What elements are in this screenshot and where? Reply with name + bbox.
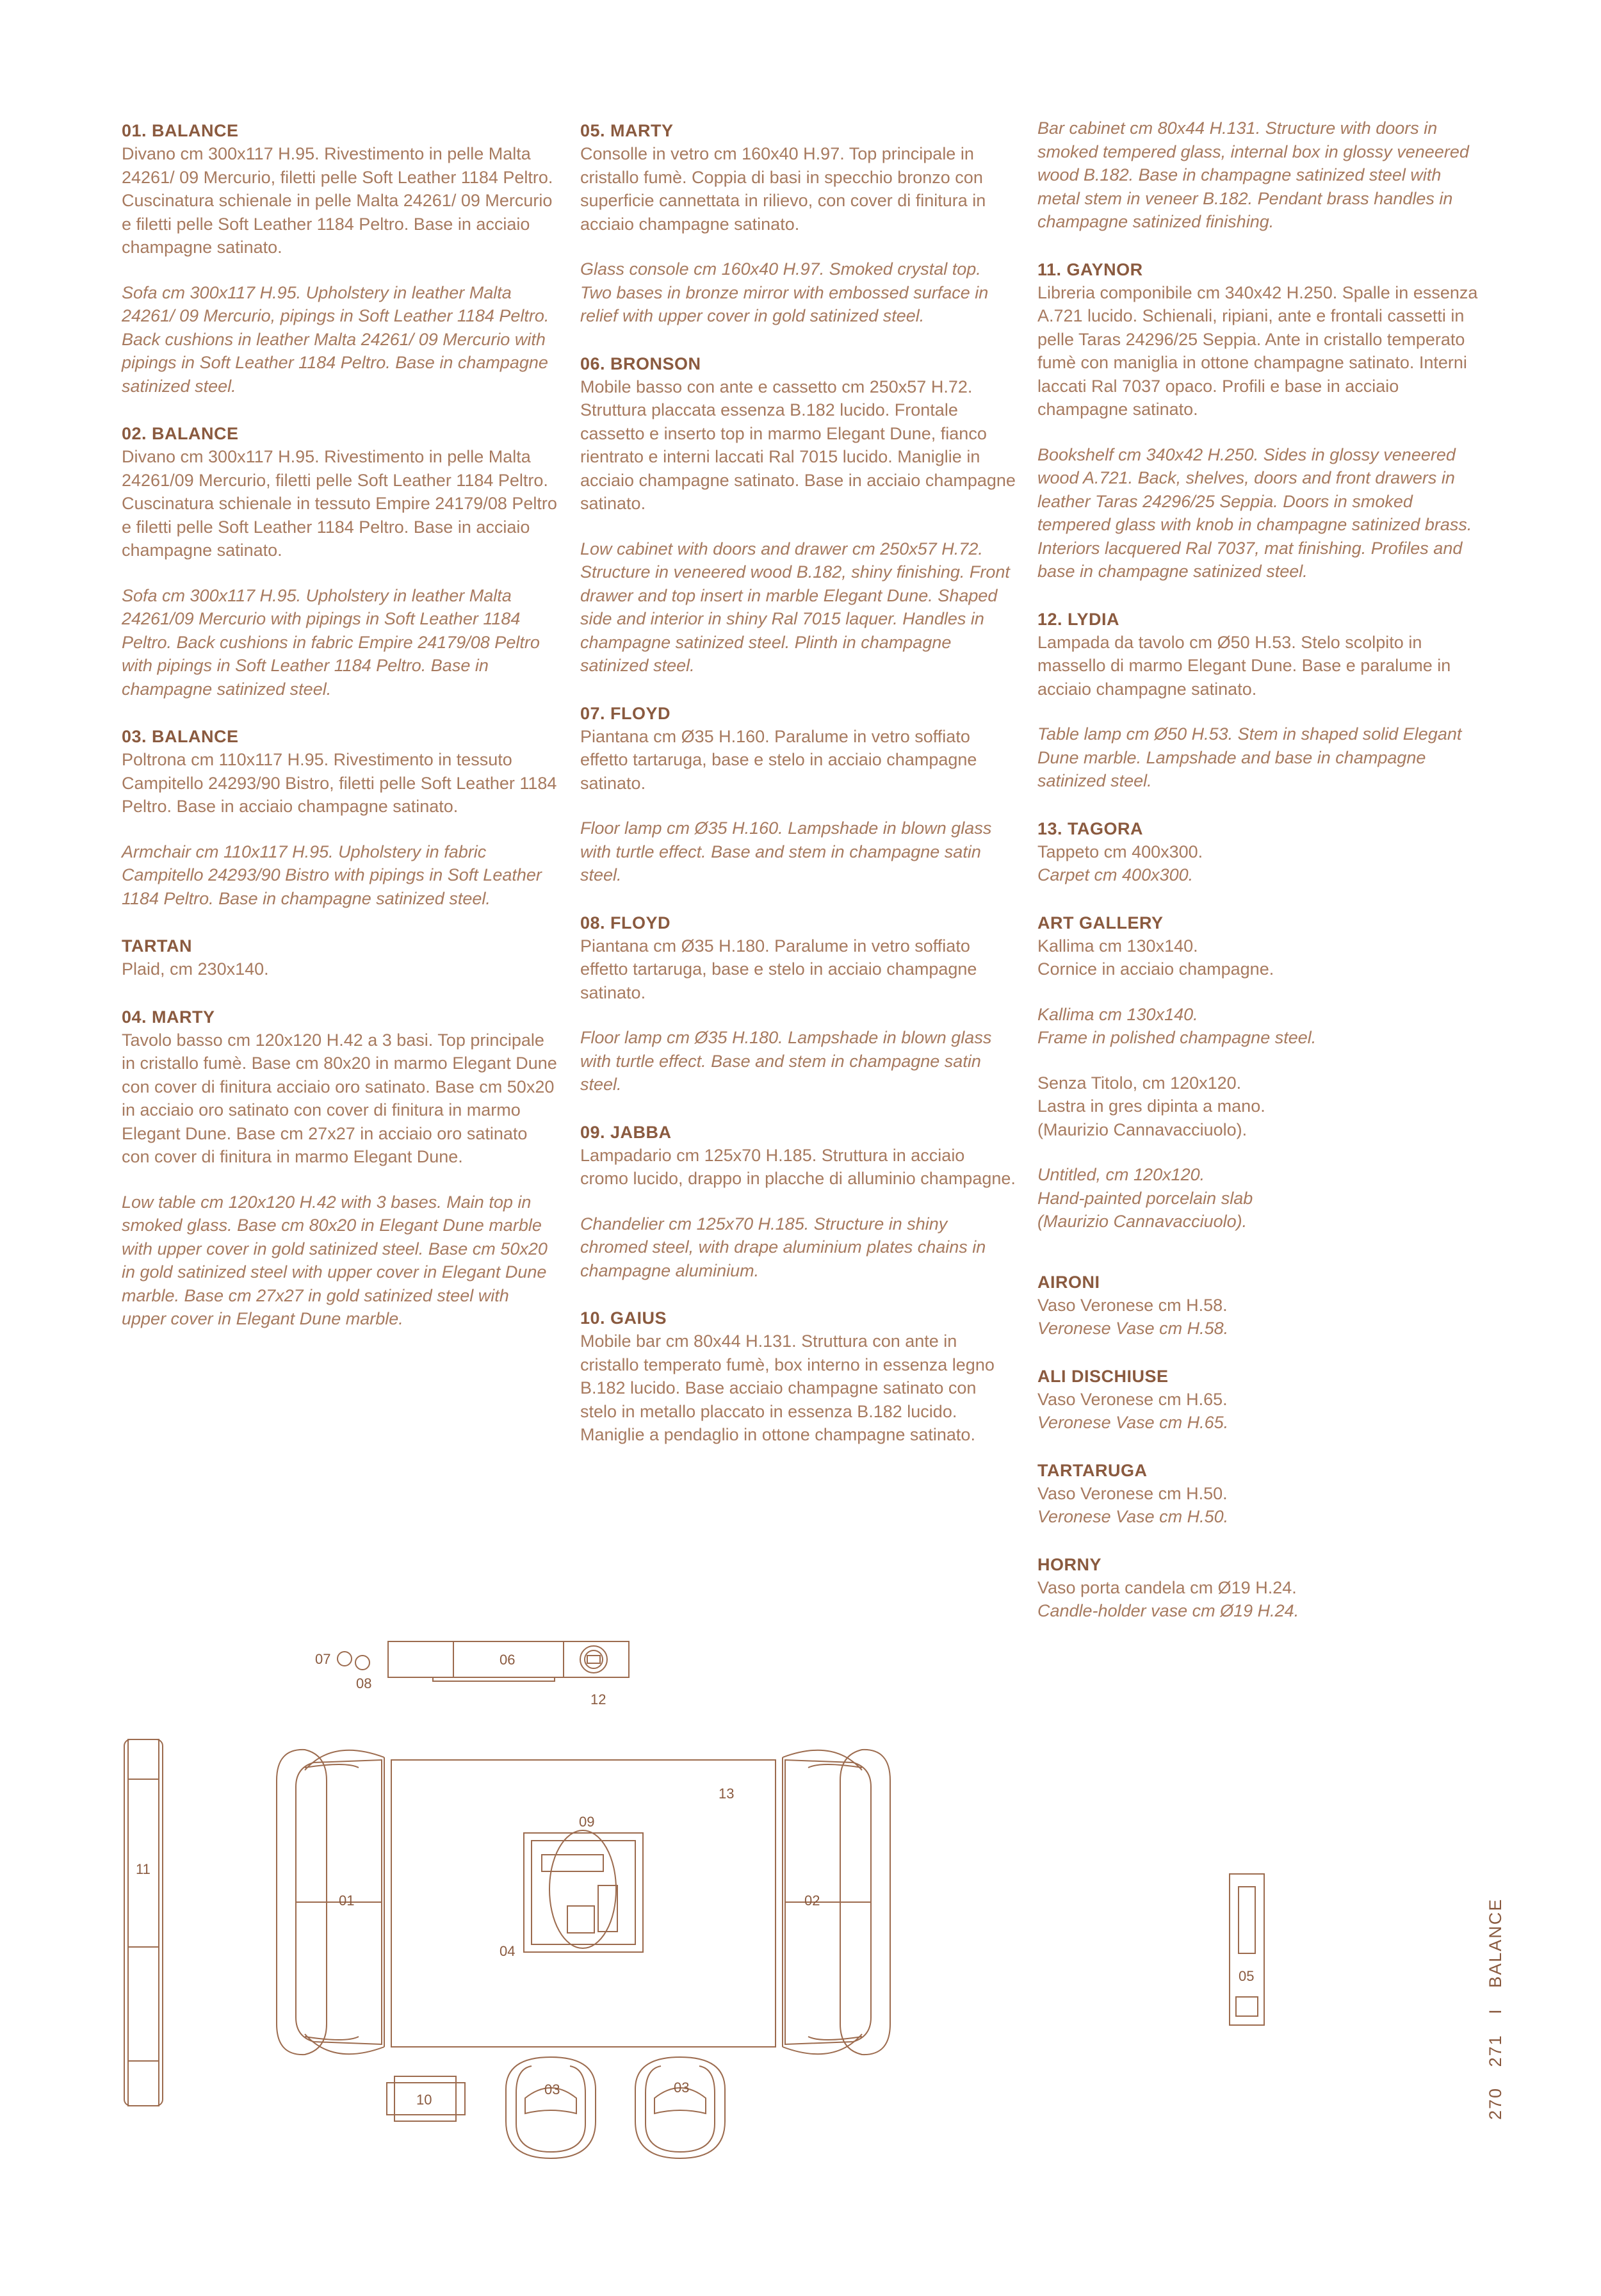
description-italian: Divano cm 300x117 H.95. Rivestimento in pelle Malta 24261/09 Mercurio, filetti pelle Soft Leather 1184 Peltro. Cuscinatura schienale in tessuto Empire 24179/08 Peltro e filetti pelle Soft Leather 1184 Peltro. Base in acciaio champagne satinato. bbox=[122, 447, 557, 560]
description-italian: Consolle in vetro cm 160x40 H.97. Top principale in cristallo fumè. Coppia di basi in specchio bronzo con superficie cannettata in rilievo, con cover di finitura in acciaio champagne satinato. bbox=[580, 144, 986, 234]
table-lamp-12-shape bbox=[580, 1646, 607, 1673]
description-italian: Vaso Veronese cm H.65. bbox=[1037, 1389, 1228, 1409]
description-italian: Vaso Veronese cm H.58. bbox=[1037, 1295, 1228, 1315]
description-italian: Senza Titolo, cm 120x120. Lastra in gres dipinta a mano. (Maurizio Cannavacciuolo). bbox=[1037, 1073, 1265, 1139]
description-italian: Plaid, cm 230x140. bbox=[122, 959, 269, 979]
console-05-shape bbox=[1230, 1874, 1264, 2025]
product-entry bbox=[1037, 1459, 1479, 1529]
product-entry bbox=[122, 725, 557, 910]
product-title: 05. MARTY bbox=[580, 121, 674, 140]
description-italian: Mobile bar cm 80x44 H.131. Struttura con ante in cristallo temperato fumè, box interno in essenza legno B.182 lucido. Base acciaio champagne satinato con stelo in metallo placcato in essenza B.182 lucido. Maniglie a pendaglio in ottone champagne satinato. bbox=[580, 1331, 995, 1444]
description-english: Carpet cm 400x300. bbox=[1037, 865, 1194, 884]
armchair-03b-shape bbox=[635, 2057, 725, 2158]
column-1 bbox=[122, 119, 557, 1355]
plan-label-03b: 03 bbox=[674, 2080, 690, 2096]
description-english: Low cabinet with doors and drawer cm 250x57 H.72. Structure in veneered wood B.182, shiny finishing. Front drawer and top insert in marble Elegant Dune. Shaped side and interior in shiny Ral 7015 laquer. Handles in champagne satinized steel. Plinth in champagne satinized steel. bbox=[580, 539, 1010, 675]
column-3 bbox=[1037, 117, 1479, 1647]
description-english: Table lamp cm Ø50 H.53. Stem in shaped solid Elegant Dune marble. Lampshade and base in champagne satinized steel. bbox=[1037, 724, 1462, 790]
product-title: 06. BRONSON bbox=[580, 354, 701, 373]
product-title: ART GALLERY bbox=[1037, 913, 1164, 932]
product-entry bbox=[580, 911, 1016, 1096]
description-english: Floor lamp cm Ø35 H.160. Lampshade in blown glass with turtle effect. Base and stem in champagne satin steel. bbox=[580, 818, 992, 884]
plan-label-06: 06 bbox=[500, 1652, 516, 1668]
description-english: Bookshelf cm 340x42 H.250. Sides in glossy veneered wood A.721. Back, shelves, doors and front drawers in leather Taras 24296/25 Seppia. Doors in smoked tempered glass with knob in champagne satinized brass. Interiors lacquered Ral 7037, mat finishing. Profiles and base in champagne satinized steel. bbox=[1037, 444, 1472, 581]
description-english: Armchair cm 110x117 H.95. Upholstery in fabric Campitello 24293/90 Bistro with pipings in Soft Leather 1184 Peltro. Base in champagne satinized steel. bbox=[122, 842, 542, 908]
plan-label-07: 07 bbox=[315, 1651, 331, 1667]
product-title: 01. BALANCE bbox=[122, 121, 239, 140]
page-footer-vertical bbox=[1486, 1877, 1511, 2120]
bookshelf-11-shape bbox=[124, 1739, 163, 2106]
product-entry bbox=[580, 119, 1016, 328]
footer-separator: I bbox=[1486, 2008, 1505, 2014]
product-entry bbox=[1037, 1365, 1479, 1435]
description-italian: Divano cm 300x117 H.95. Rivestimento in pelle Malta 24261/ 09 Mercurio, filetti pelle Soft Leather 1184 Peltro. Cuscinatura schienale in pelle Malta 24261/ 09 Mercurio e filetti pelle Soft Leather 1184 Peltro. Base in acciaio champagne satinato. bbox=[122, 144, 553, 257]
description-italian: Lampadario cm 125x70 H.185. Struttura in acciaio cromo lucido, drappo in placche di alluminio champagne. bbox=[580, 1145, 1016, 1188]
description-english: Veronese Vase cm H.50. bbox=[1037, 1507, 1229, 1526]
product-title: ALI DISCHIUSE bbox=[1037, 1366, 1169, 1386]
product-title: 07. FLOYD bbox=[580, 703, 671, 723]
product-title: HORNY bbox=[1037, 1554, 1102, 1574]
product-entry bbox=[122, 422, 557, 701]
description-italian: Poltrona cm 110x117 H.95. Rivestimento in tessuto Campitello 24293/90 Bistro, filetti pelle Soft Leather 1184 Peltro. Base in acciaio champagne satinato. bbox=[122, 750, 557, 816]
carpet-13-shape bbox=[391, 1760, 776, 2047]
product-title: AIRONI bbox=[1037, 1272, 1100, 1292]
product-entry bbox=[122, 1006, 557, 1331]
plan-label-12: 12 bbox=[590, 1691, 606, 1707]
product-title: 03. BALANCE bbox=[122, 727, 239, 746]
product-entry bbox=[580, 702, 1016, 887]
plan-label-10: 10 bbox=[416, 2092, 432, 2108]
floor-lamp-08-shape bbox=[355, 1656, 370, 1670]
description-italian: Mobile basso con ante e cassetto cm 250x57 H.72. Struttura placcata essenza B.182 lucido. Frontale cassetto e inserto top in marmo Elegant Dune, fianco rientrato e interni laccati Ral 7015 lucido. Maniglie in acciaio champagne satinato. Base in acciaio champagne satinato. bbox=[580, 377, 1016, 513]
description-italian: Vaso porta candela cm Ø19 H.24. bbox=[1037, 1577, 1297, 1597]
description-english: Veronese Vase cm H.58. bbox=[1037, 1319, 1229, 1338]
description-english: Low table cm 120x120 H.42 with 3 bases. Main top in smoked glass. Base cm 80x20 in Elegant Dune marble with upper cover in gold satinized steel. Base cm 50x20 in gold satinized steel with upper cover in Elegant Dune marble. Base cm 27x27 in gold satinized steel with upper cover in Elegant Dune marble. bbox=[122, 1192, 548, 1328]
page-number-right: 271 bbox=[1486, 2034, 1505, 2067]
collection-name: BALANCE bbox=[1486, 1898, 1505, 1988]
description-italian: Piantana cm Ø35 H.180. Paralume in vetro soffiato effetto tartaruga, base e stelo in acciaio champagne satinato. bbox=[580, 936, 977, 1002]
product-title: 08. FLOYD bbox=[580, 913, 671, 932]
description-english: Veronese Vase cm H.65. bbox=[1037, 1413, 1229, 1432]
description-italian: Vaso Veronese cm H.50. bbox=[1037, 1483, 1228, 1503]
description-italian: Tappeto cm 400x300. bbox=[1037, 842, 1203, 861]
plan-label-01: 01 bbox=[339, 1893, 355, 1909]
floor-lamp-07-shape bbox=[337, 1652, 352, 1666]
description-italian: Kallima cm 130x140. Cornice in acciaio champagne. bbox=[1037, 936, 1274, 979]
coffee-table-04-shape bbox=[524, 1833, 643, 1952]
plan-label-02: 02 bbox=[804, 1893, 820, 1909]
plan-label-09: 09 bbox=[579, 1814, 595, 1830]
product-entry bbox=[1037, 608, 1479, 793]
column-2 bbox=[580, 119, 1016, 1471]
description-english: Chandelier cm 125x70 H.185. Structure in shiny chromed steel, with drape aluminium plates chains in champagne aluminium. bbox=[580, 1214, 986, 1280]
product-entry bbox=[1037, 911, 1479, 1233]
description-english: Sofa cm 300x117 H.95. Upholstery in leather Malta 24261/09 Mercurio with pipings in Soft Leather 1184 Peltro. Back cushions in fabric Empire 24179/08 Peltro with pipings in Soft Leather 1184 Peltro. Base in champagne satinized steel. bbox=[122, 585, 540, 699]
description-english: Bar cabinet cm 80x44 H.131. Structure with doors in smoked tempered glass, internal box in glossy veneered wood B.182. Base in champagne satinized steel with metal stem in veneer B.182. Pendant brass handles in champagne satinized finishing. bbox=[1037, 118, 1469, 231]
description-english: Kallima cm 130x140. Frame in polished champagne steel. bbox=[1037, 1004, 1317, 1047]
product-title: TARTAN bbox=[122, 936, 192, 956]
product-entry bbox=[580, 1121, 1016, 1283]
product-title: 11. GAYNOR bbox=[1037, 259, 1143, 279]
product-entry bbox=[1037, 258, 1479, 583]
bar-cabinet-10-shape bbox=[387, 2076, 465, 2121]
plan-label-03a: 03 bbox=[544, 2081, 560, 2097]
sofa-02-shape bbox=[783, 1750, 890, 2055]
description-italian: Lampada da tavolo cm Ø50 H.53. Stelo scolpito in massello di marmo Elegant Dune. Base e paralume in acciaio champagne satinato. bbox=[1037, 632, 1451, 699]
armchair-03a-shape bbox=[506, 2057, 596, 2158]
description-english: Sofa cm 300x117 H.95. Upholstery in leather Malta 24261/ 09 Mercurio, pipings in Soft Leather 1184 Peltro. Back cushions in leather Malta 24261/ 09 Mercurio with pipings in Soft Leather 1184 Peltro. Base in champagne satinized steel. bbox=[122, 282, 549, 396]
product-title: 13. TAGORA bbox=[1037, 818, 1144, 838]
plan-label-13: 13 bbox=[719, 1786, 735, 1802]
description-italian: Piantana cm Ø35 H.160. Paralume in vetro soffiato effetto tartaruga, base e stelo in acciaio champagne satinato. bbox=[580, 726, 977, 793]
plan-label-05: 05 bbox=[1239, 1968, 1255, 1984]
product-entry bbox=[122, 119, 557, 398]
sofa-01-shape bbox=[277, 1750, 384, 2055]
description-english: Candle-holder vase cm Ø19 H.24. bbox=[1037, 1601, 1299, 1620]
product-entry bbox=[1037, 817, 1479, 887]
product-title: 10. GAIUS bbox=[580, 1308, 667, 1328]
product-entry bbox=[122, 934, 557, 981]
product-entry bbox=[580, 352, 1016, 678]
plan-label-11: 11 bbox=[136, 1861, 150, 1877]
product-entry bbox=[1037, 117, 1479, 234]
plan-label-08: 08 bbox=[356, 1675, 372, 1691]
description-english: Floor lamp cm Ø35 H.180. Lampshade in blown glass with turtle effect. Base and stem in champagne satin steel. bbox=[580, 1028, 992, 1094]
product-title: 02. BALANCE bbox=[122, 424, 239, 443]
description-english: Glass console cm 160x40 H.97. Smoked crystal top. Two bases in bronze mirror with embossed surface in relief with upper cover in gold satinized steel. bbox=[580, 259, 989, 325]
product-entry bbox=[1037, 1271, 1479, 1340]
product-title: 04. MARTY bbox=[122, 1007, 215, 1027]
product-title: 12. LYDIA bbox=[1037, 609, 1120, 629]
page-number-left: 270 bbox=[1486, 2087, 1505, 2120]
description-italian: Libreria componibile cm 340x42 H.250. Spalle in essenza A.721 lucido. Schienali, ripiani, ante e frontali cassetti in pelle Taras 24296/25 Seppia. Ante in cristallo temperato fumè con maniglia in ottone champagne satinato. Interni laccati Ral 7037 opaco. Profili e base in acciaio champagne satinato. bbox=[1037, 282, 1478, 419]
chandelier-09-shape bbox=[549, 1830, 616, 1948]
description-italian: Tavolo basso cm 120x120 H.42 a 3 basi. Top principale in cristallo fumè. Base cm 80x20 in marmo Elegant Dune con cover di finitura acciaio oro satinato. Base cm 50x20 in acciaio oro satinato con cover di finitura in marmo Elegant Dune. Base cm 27x27 in acciaio oro satinato con cover di finitura in marmo Elegant Dune. bbox=[122, 1030, 557, 1166]
product-entry bbox=[1037, 1553, 1479, 1623]
product-entry bbox=[580, 1307, 1016, 1447]
product-title: TARTARUGA bbox=[1037, 1460, 1148, 1480]
low-cabinet-06-shape bbox=[388, 1641, 629, 1681]
product-title: 09. JABBA bbox=[580, 1122, 672, 1142]
plan-label-04: 04 bbox=[500, 1943, 516, 1959]
description-english: Untitled, cm 120x120. Hand-painted porcelain slab (Maurizio Cannavacciuolo). bbox=[1037, 1165, 1253, 1231]
